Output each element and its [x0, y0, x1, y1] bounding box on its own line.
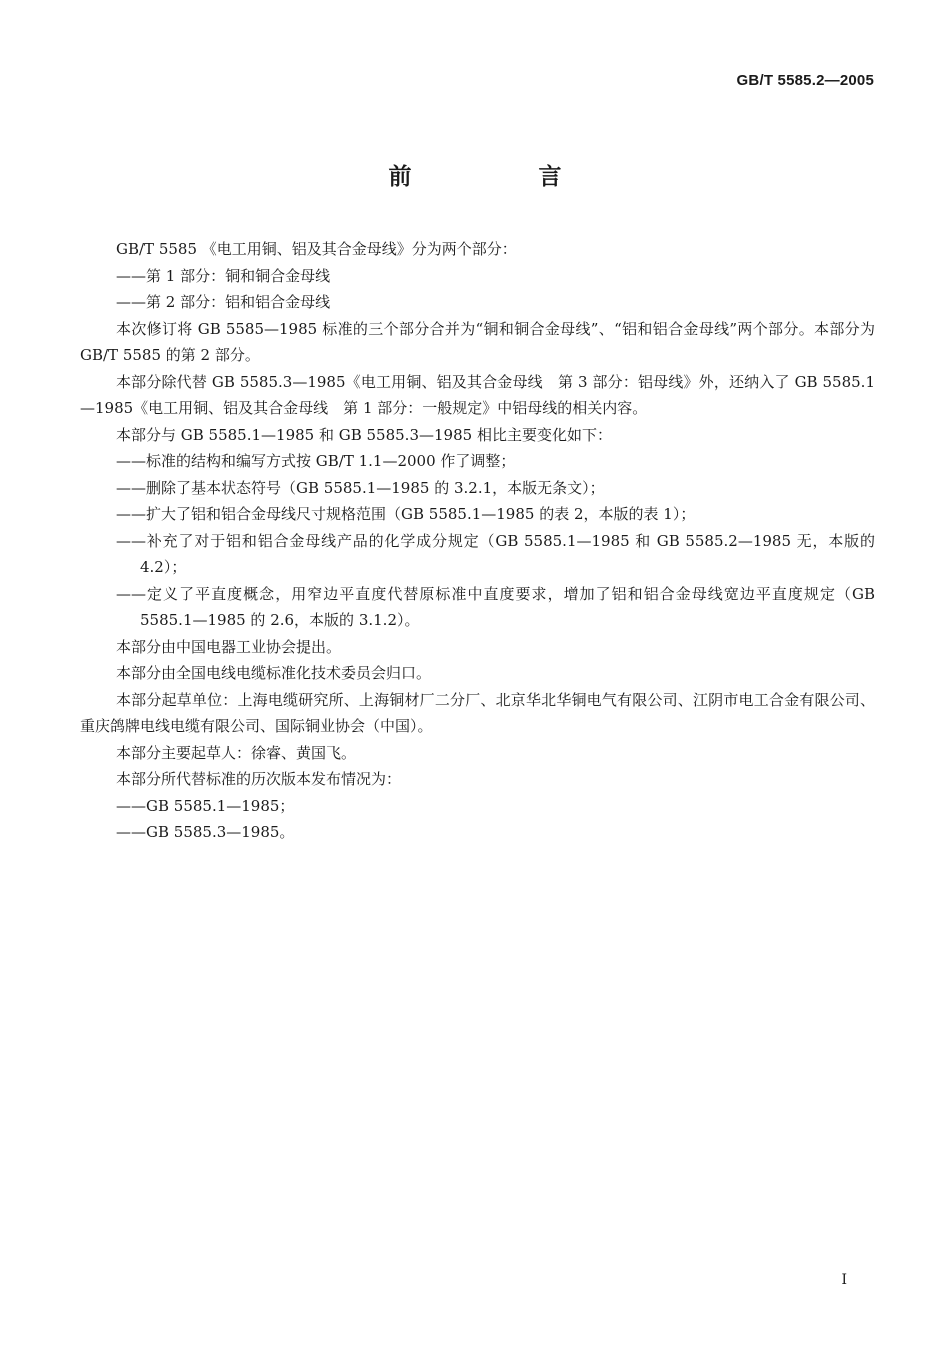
paragraph: 本部分起草单位：上海电缆研究所、上海铜材厂二分厂、北京华北华铜电气有限公司、江阴市电工合金有限公司、重庆鸽牌电线电缆有限公司、国际铜业协会（中国）。 [80, 690, 875, 735]
paragraph: 本部分所代替标准的历次版本发布情况为： [116, 770, 402, 788]
paragraph: 本部分与 GB 5585.1—1985 和 GB 5585.3—1985 相比主要变化如下： [116, 425, 612, 444]
list-item: ——GB 5585.3—1985。 [116, 823, 295, 841]
list-item: ——GB 5585.1—1985； [116, 796, 295, 815]
paragraph: 本部分由中国电器工业协会提出。 [116, 637, 342, 656]
paragraph: 本部分由全国电线电缆标准化技术委员会归口。 [116, 664, 432, 682]
standard-number: GB/T 5585.2—2005 [736, 72, 874, 89]
list-item: ——标准的结构和编写方式按 GB/T 1.1—2000 作了调整； [116, 452, 516, 470]
paragraph: 本部分主要起草人：徐睿、黄国飞。 [116, 743, 357, 762]
list-item: ——第 1 部分：铜和铜合金母线 [116, 266, 331, 285]
list-item: ——补充了对于铝和铝合金母线产品的化学成分规定（GB 5585.1—1985 和 GB 5585.2—1985 无，本版的 4.2）； [116, 531, 875, 576]
page-number: I [841, 1272, 847, 1288]
section-title: 前 言 [388, 164, 614, 190]
list-item: ——删除了基本状态符号（GB 5585.1—1985 的 3.2.1，本版无条文）； [116, 478, 605, 497]
list-item: ——扩大了铝和铝合金母线尺寸规格范围（GB 5585.1—1985 的表 2，本版的表 1）； [116, 505, 696, 523]
list-item: ——第 2 部分：铝和铝合金母线 [116, 293, 331, 311]
paragraph: 本部分除代替 GB 5585.3—1985《电工用铜、铝及其合金母线 第 3 部分：铝母线》外，还纳入了 GB 5585.1—1985《电工用铜、铝及其合金母线 第 1 部分：一般规定》中铝母线的相关内容。 [80, 372, 875, 417]
foreword-body [80, 236, 875, 846]
paragraph: GB/T 5585 《电工用铜、铝及其合金母线》分为两个部分： [116, 240, 517, 258]
paragraph: 本次修订将 GB 5585—1985 标准的三个部分合并为“铜和铜合金母线”、“铝和铝合金母线”两个部分。本部分为 GB/T 5585 的第 2 部分。 [80, 319, 875, 364]
list-item: ——定义了平直度概念，用窄边平直度代替原标准中直度要求，增加了铝和铝合金母线宽边平直度规定（GB 5585.1—1985 的 2.6，本版的 3.1.2）。 [116, 584, 875, 629]
